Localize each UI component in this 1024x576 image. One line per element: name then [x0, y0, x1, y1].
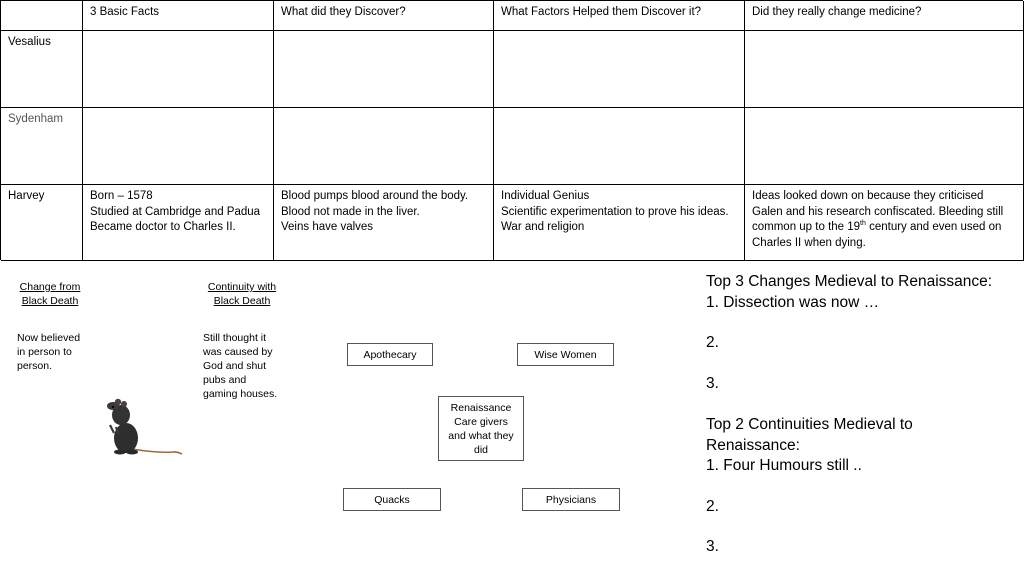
sydenham-discover-cell	[274, 108, 494, 185]
vesalius-discover-cell	[274, 31, 494, 108]
harvey-change-cell: Ideas looked down on because they criticised Galen and his research confiscated. Bleeding still common up to the 19th century and even used on Charles II when dying.	[745, 185, 1024, 261]
harvey-factors-cell: Individual Genius Scientific experimentation to prove his ideas. War and religion	[494, 185, 745, 261]
renaissance-care-givers-box: Renaissance Care givers and what they did	[438, 396, 524, 461]
row-label-sydenham: Sydenham	[1, 108, 83, 185]
top-continuities-title-line1: Top 2 Continuities Medieval to	[706, 416, 913, 433]
top-changes-title: Top 3 Changes Medieval to Renaissance:	[706, 273, 993, 290]
change-item-3: 3.	[706, 374, 719, 392]
comparison-table	[0, 0, 1023, 260]
sydenham-change-cell	[745, 108, 1024, 185]
header-discover: What did they Discover?	[274, 1, 494, 31]
top-continuities-section	[706, 415, 913, 558]
top-continuities-title-line2: Renaissance:	[706, 436, 800, 454]
continuity-item-1: 1. Four Humours still ..	[706, 457, 862, 474]
harvey-facts-cell: Born – 1578 Studied at Cambridge and Padua Became doctor to Charles II.	[83, 185, 274, 261]
quacks-box: Quacks	[343, 488, 441, 511]
top-changes-section	[706, 272, 992, 394]
header-change: Did they really change medicine?	[745, 1, 1024, 31]
sydenham-facts-cell	[83, 108, 274, 185]
vesalius-facts-cell	[83, 31, 274, 108]
physicians-box: Physicians	[522, 488, 620, 511]
header-corner	[1, 1, 83, 31]
continuity-item-3: 3.	[706, 538, 719, 555]
rat-image	[104, 393, 186, 463]
row-label-harvey: Harvey	[1, 185, 83, 261]
change-item-1: 1. Dissection was now …	[706, 293, 880, 311]
sydenham-factors-cell	[494, 108, 745, 185]
continuity-item-2: 2.	[706, 497, 719, 515]
header-factors: What Factors Helped them Discover it?	[494, 1, 745, 31]
apothecary-box: Apothecary	[347, 343, 433, 366]
change-item-2: 2.	[706, 334, 719, 351]
continuity-text: Still thought it was caused by God and shut pubs and gaming houses.	[203, 332, 278, 400]
vesalius-change-cell	[745, 31, 1024, 108]
header-basic-facts: 3 Basic Facts	[83, 1, 274, 31]
vesalius-factors-cell	[494, 31, 745, 108]
continuity-heading: Continuity with Black Death	[207, 281, 277, 307]
change-text: Now believed in person to person.	[17, 332, 81, 372]
change-heading: Change from Black Death	[19, 281, 81, 307]
wise-women-box: Wise Women	[517, 343, 614, 366]
row-label-vesalius: Vesalius	[1, 31, 83, 108]
harvey-discover-cell: Blood pumps blood around the body. Blood not made in the liver. Veins have valves	[274, 185, 494, 261]
